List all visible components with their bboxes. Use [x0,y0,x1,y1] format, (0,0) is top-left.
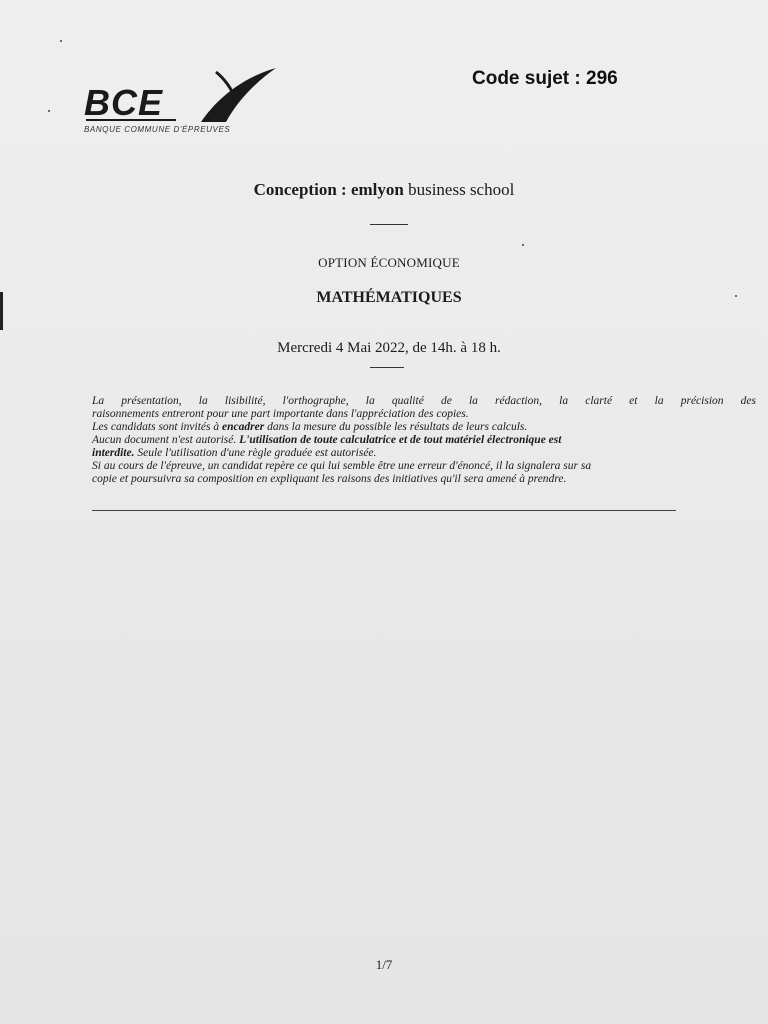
instruction-line [92,447,756,460]
instruction-line: Si au cours de l'épreuve, un candidat repère ce qui lui semble être une erreur d'énoncé, il la signalera sur sa [92,460,592,472]
separator-top [370,224,408,225]
subject-title: MATHÉMATIQUES [316,289,462,306]
page-number: 1/7 [375,957,393,972]
instruction-text: Aucun document n'est autorisé. [92,434,240,446]
instruction-emphasis: L'utilisation de toute calculatrice et de tout matériel électronique est [239,434,562,446]
instructions-block [92,395,756,486]
instruction-line: raisonnements entreront pour une part importante dans l'appréciation des copies. [92,408,469,420]
conception-school-rest: business school [408,180,515,199]
instruction-line: copie et poursuivra sa composition en expliquant les raisons des initiatives qu'il sera amené à prendre. [92,473,567,485]
separator-bottom [370,367,404,368]
instructions-rule [92,510,676,511]
bce-logo [66,60,296,140]
exam-date: Mercredi 4 Mai 2022, de 14h. à 18 h. [277,340,501,356]
subject-code: Code sujet : 296 [472,68,618,89]
instruction-line [92,434,756,447]
option-label: OPTION ÉCONOMIQUE [318,255,460,270]
logo-wordmark: BCE [84,82,164,123]
instruction-text: Les candidats sont invités à [92,421,223,433]
scan-speck [60,40,62,42]
instruction-emphasis: encadrer [222,421,265,433]
conception-line [0,180,768,200]
scan-speck [522,244,524,246]
logo-tagline: BANQUE COMMUNE D'ÉPREUVES [84,125,231,134]
scan-speck [48,110,50,112]
instruction-line: La présentation, la lisibilité, l'orthographe, la qualité de la rédaction, la clarté et la précision des [92,395,756,407]
instruction-text: Seule l'utilisation d'une règle graduée est autorisée. [134,447,377,459]
conception-label: Conception : [253,180,347,199]
instruction-line [92,421,756,434]
conception-school-brand: emlyon [350,180,404,199]
instruction-emphasis: interdite. [92,447,135,459]
scan-speck [735,295,737,297]
instruction-text: dans la mesure du possible les résultats de leurs calculs. [264,421,528,433]
